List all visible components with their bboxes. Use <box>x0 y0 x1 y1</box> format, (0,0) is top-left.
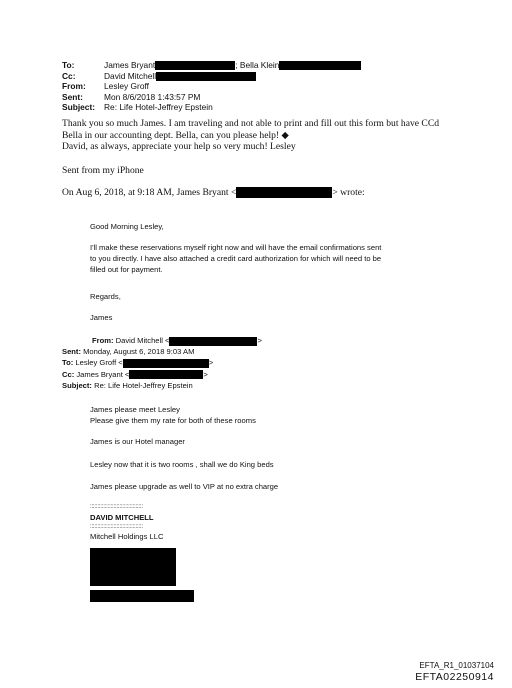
reply-line: Thank you so much James. I am traveling and not able to print and fill out this form but have CCd <box>62 118 440 129</box>
james-greeting: Good Morning Lesley, <box>90 222 164 231</box>
quote-prefix: On Aug 6, 2018, at 9:18 AM, James Bryant < <box>62 187 237 198</box>
redaction-block <box>156 72 256 81</box>
forward-subject-value: Re: Life Hotel-Jeffrey Epstein <box>94 380 193 390</box>
signature-divider: :::::::::::::::::::::::::::::::::::: <box>90 523 143 530</box>
from-value: Lesley Groff <box>104 81 149 91</box>
forward-sent-value: Monday, August 6, 2018 9:03 AM <box>83 347 195 357</box>
quote-suffix: > wrote: <box>332 187 365 198</box>
sent-from-signature: Sent from my iPhone <box>62 165 144 176</box>
cc-label: Cc: <box>62 70 76 81</box>
bates-number-primary: EFTA_R1_01037104 <box>419 661 494 670</box>
forward-sent-label: Sent: <box>62 347 81 357</box>
david-body-line: Please give them my rate for both of these rooms <box>90 416 256 426</box>
forward-cc-row <box>62 369 422 380</box>
james-body-line: filled out for payment. <box>90 265 163 275</box>
forward-to-row <box>62 357 422 368</box>
david-body <box>90 404 470 426</box>
signature-company: Mitchell Holdings LLC <box>90 532 164 542</box>
redaction-block <box>90 590 194 602</box>
from-label: From: <box>62 81 86 91</box>
sent-value: Mon 8/6/2018 1:43:57 PM <box>104 91 201 102</box>
redaction-block <box>90 548 176 586</box>
sent-label: Sent: <box>62 91 83 102</box>
redaction-block <box>236 187 332 198</box>
cc-value <box>104 71 256 82</box>
james-body <box>90 242 490 276</box>
forward-sent-row <box>62 346 422 357</box>
email-header <box>62 60 462 120</box>
signature-divider: :::::::::::::::::::::::::::::::::::: <box>90 504 143 510</box>
forward-to-value: Lesley Groff < <box>75 358 123 368</box>
signature-name: DAVID MITCHELL <box>90 512 154 522</box>
forward-to-label: To: <box>62 358 74 368</box>
bates-number-secondary: EFTA02250914 <box>415 671 494 683</box>
redaction-block <box>129 370 203 379</box>
forward-cc-label: Cc: <box>62 369 75 379</box>
forward-from-end: > <box>257 336 262 345</box>
forward-subject-row <box>62 380 422 391</box>
david-signature <box>90 503 290 542</box>
david-body-line: James is our Hotel manager <box>90 437 185 446</box>
james-name: James <box>90 313 113 322</box>
james-body-line: to you directly. I have also attached a credit card authorization for which will need to be <box>90 254 382 264</box>
forward-from-value: David Mitchell < <box>115 336 170 345</box>
redaction-block <box>155 61 235 70</box>
cc-name: David Mitchell <box>104 70 157 81</box>
forward-from-label: From: <box>92 336 114 345</box>
forward-cc-end: > <box>203 369 208 379</box>
david-body-line: Lesley now that it is two rooms , shall we do King beds <box>90 460 274 469</box>
reply-line: Bella in our accounting dept. Bella, can you please help! ◆ <box>62 129 289 141</box>
subject-label: Subject: <box>62 102 96 112</box>
forward-subject-label: Subject: <box>62 380 92 390</box>
redaction-block <box>279 61 361 70</box>
to-name-bella: ; Bella Klein <box>235 60 280 70</box>
redaction-block <box>169 337 257 346</box>
redaction-block <box>123 359 209 368</box>
forward-from-row <box>62 335 422 346</box>
to-label: To: <box>62 60 75 70</box>
reply-body <box>62 118 502 153</box>
forward-to-end: > <box>208 358 214 368</box>
to-value <box>104 60 361 71</box>
james-body-line: I'll make these reservations myself right now and will have the email confirmations sent <box>90 243 382 252</box>
james-regards: Regards, <box>90 292 121 301</box>
subject-value: Re: Life Hotel-Jeffrey Epstein <box>104 102 213 112</box>
forward-header <box>62 335 422 391</box>
david-body-line: James please upgrade as well to VIP at no extra charge <box>90 482 279 491</box>
david-body-line: James please meet Lesley <box>90 405 180 414</box>
to-name-james: James Bryant <box>104 60 156 70</box>
reply-line: David, as always, appreciate your help so very much! Lesley <box>62 141 296 152</box>
quote-attribution <box>62 187 365 199</box>
forward-cc-value: James Bryant < <box>76 369 130 379</box>
